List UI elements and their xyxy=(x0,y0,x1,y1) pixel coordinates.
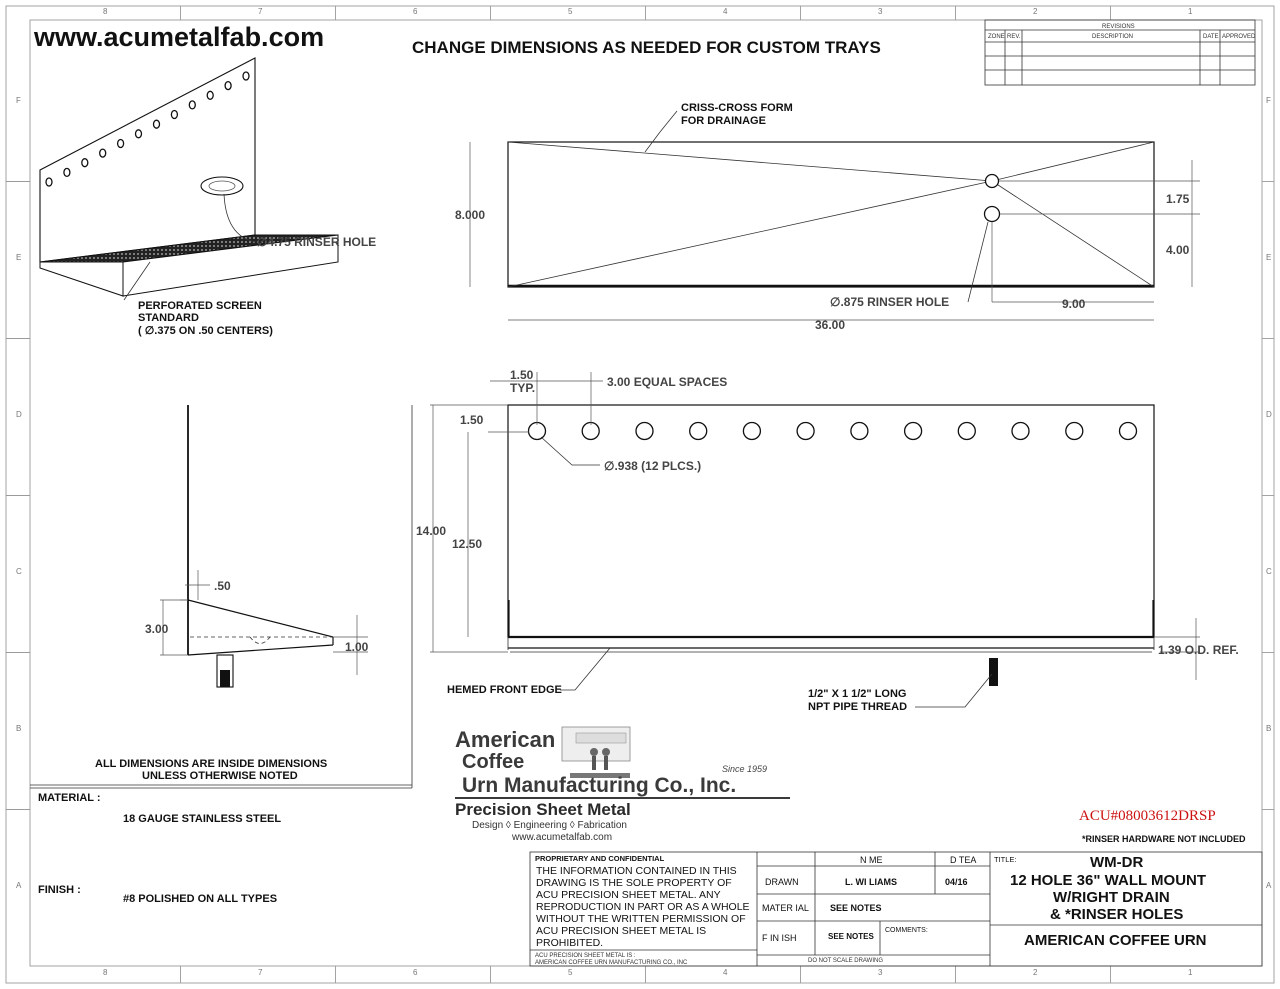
iso-faucet-hole xyxy=(64,168,70,176)
zone-row-B-left: B xyxy=(16,724,22,733)
dim-front-height: 14.00 xyxy=(416,524,447,538)
title-block xyxy=(530,852,1262,966)
notes-line2: UNLESS OTHERWISE NOTED xyxy=(142,770,298,782)
dim-depth: 8.000 xyxy=(455,208,486,222)
drawing-title-3: W/RIGHT DRAIN xyxy=(1053,889,1170,906)
zone-col-5-bottom: 5 xyxy=(568,968,573,977)
zone-row-E-right: E xyxy=(1266,253,1272,262)
title-label: TITLE: xyxy=(994,855,1017,864)
prop-text-2: DRAWING IS THE SOLE PROPERTY OF xyxy=(536,877,732,889)
zone-col-4-top: 4 xyxy=(723,7,728,16)
zone-col-6-bottom: 6 xyxy=(413,968,418,977)
scale-note: DO NOT SCALE DRAWING xyxy=(808,958,884,964)
iso-faucet-hole xyxy=(46,178,52,186)
part-number: ACU#08003612DRSP xyxy=(1079,808,1216,824)
zone-row-E-left: E xyxy=(16,253,22,262)
rev-col-rev: REV. xyxy=(1007,34,1021,40)
tb-material-value: SEE NOTES xyxy=(830,903,882,913)
perforated-screen-label: PERFORATED SCREEN xyxy=(138,300,262,312)
iso-faucet-hole xyxy=(243,72,249,80)
prop-text-5: WITHOUT THE WRITTEN PERMISSION OF xyxy=(536,913,746,925)
prop-footer-1: ACU PRECISION SHEET METAL IS : xyxy=(535,953,636,959)
faucet-hole xyxy=(1066,423,1083,440)
date-header: D TEA xyxy=(950,855,977,865)
drawing-title-2: 12 HOLE 36" WALL MOUNT xyxy=(1010,872,1207,889)
dim-drain-from-right: 9.00 xyxy=(1062,297,1086,311)
drawn-date: 04/16 xyxy=(945,877,968,887)
material-label: MATERIAL : xyxy=(38,792,101,804)
iso-faucet-hole xyxy=(154,120,160,128)
pipe-thread-label-2: NPT PIPE THREAD xyxy=(808,701,908,713)
typ-label: TYP. xyxy=(510,381,536,395)
zone-row-C-right: C xyxy=(1266,567,1272,576)
drawing-title-1: WM-DR xyxy=(1090,854,1144,871)
dim-first-hole: 1.50 xyxy=(510,368,534,382)
name-header: N ME xyxy=(860,855,883,865)
prop-text-3: ACU PRECISION SHEET METAL. ANY xyxy=(536,889,721,901)
zone-row-A-right: A xyxy=(1266,881,1272,890)
faucet-hole xyxy=(1012,423,1029,440)
drain-hole xyxy=(986,175,999,188)
dim-side-offset: .50 xyxy=(214,579,231,593)
zone-col-8-bottom: 8 xyxy=(103,968,108,977)
top-rinser-hole-label: ∅.875 RINSER HOLE xyxy=(830,295,950,309)
prop-text-4: REPRODUCTION IN PART OR AS A WHOLE xyxy=(536,901,750,913)
faucet-hole xyxy=(905,423,922,440)
faucet-hole xyxy=(851,423,868,440)
pipe-thread-label: 1/2" X 1 1/2" LONG xyxy=(808,688,907,700)
zone-row-F-left: F xyxy=(16,96,21,105)
iso-faucet-hole xyxy=(171,111,177,119)
website-title: www.acumetalfab.com xyxy=(34,22,325,52)
zone-col-3-top: 3 xyxy=(878,7,883,16)
iso-rinser-hole-label: ∅4.75 RINSER HOLE xyxy=(257,235,377,249)
zone-col-8-top: 8 xyxy=(103,7,108,16)
zone-row-D-left: D xyxy=(16,410,22,419)
hemmed-edge-label: HEMED FRONT EDGE xyxy=(447,684,562,696)
tb-material-label: MATER IAL xyxy=(762,903,809,913)
dim-side-height: 3.00 xyxy=(145,622,169,636)
logo-tagline: Precision Sheet Metal xyxy=(455,800,631,819)
rev-col-date: DATE xyxy=(1203,34,1219,40)
rev-col-description: DESCRIPTION xyxy=(1092,34,1134,40)
top-view xyxy=(455,102,1200,332)
zone-col-1-top: 1 xyxy=(1188,7,1193,16)
zone-row-A-left: A xyxy=(16,881,22,890)
revisions-table xyxy=(985,20,1256,85)
dim-drain-to-rinser: 1.75 xyxy=(1166,192,1190,206)
drawn-name: L. WI LIAMS xyxy=(845,877,897,887)
material-value: 18 GAUGE STAINLESS STEEL xyxy=(123,813,282,825)
criss-cross-label: CRISS-CROSS FORM xyxy=(681,102,793,114)
faucet-hole xyxy=(958,423,975,440)
finish-label: FINISH : xyxy=(38,884,81,896)
rinser-hole xyxy=(985,207,1000,222)
zone-row-C-left: C xyxy=(16,567,22,576)
zone-col-5-top: 5 xyxy=(568,7,573,16)
od-ref-label: 1.39 O.D. REF. xyxy=(1158,643,1239,657)
prop-text-1: THE INFORMATION CONTAINED IN THIS xyxy=(536,865,737,877)
iso-faucet-hole xyxy=(136,130,142,138)
prop-footer-2: AMERICAN COFFEE URN MANUFACTURING CO., INC xyxy=(535,960,688,966)
tb-finish-label: F IN ISH xyxy=(762,933,797,943)
hole-callout: ∅.938 (12 PLCS.) xyxy=(604,459,702,473)
company-logo xyxy=(455,727,790,843)
iso-faucet-hole xyxy=(100,149,106,157)
iso-faucet-hole xyxy=(225,82,231,90)
isometric-view xyxy=(40,58,376,337)
dim-length: 36.00 xyxy=(815,318,846,332)
zone-col-6-top: 6 xyxy=(413,7,418,16)
zone-col-7-top: 7 xyxy=(258,7,263,16)
dim-side-lip: 1.00 xyxy=(345,640,369,654)
logo-urn: Urn Manufacturing Co., Inc. xyxy=(462,774,737,797)
faucet-hole xyxy=(797,423,814,440)
revisions-title: REVISIONS xyxy=(1102,24,1135,30)
front-view xyxy=(416,368,1239,713)
iso-faucet-hole xyxy=(189,101,195,109)
prop-title: PROPRIETARY AND CONFIDENTIAL xyxy=(535,854,665,863)
logo-since: Since 1959 xyxy=(722,764,768,774)
rinser-hardware-note: *RINSER HARDWARE NOT INCLUDED xyxy=(1082,834,1246,844)
iso-faucet-hole xyxy=(82,159,88,167)
zone-row-F-right: F xyxy=(1266,96,1271,105)
zone-col-1-bottom: 1 xyxy=(1188,968,1193,977)
tb-finish-value: SEE NOTES xyxy=(828,932,874,941)
prop-text-7: PROHIBITED. xyxy=(536,937,604,949)
faucet-hole xyxy=(582,423,599,440)
zone-row-B-right: B xyxy=(1266,724,1272,733)
iso-faucet-hole xyxy=(118,140,124,148)
logo-url: www.acumetalfab.com xyxy=(512,832,613,843)
faucet-hole xyxy=(743,423,760,440)
zone-col-2-top: 2 xyxy=(1033,7,1038,16)
zone-row-D-right: D xyxy=(1266,410,1272,419)
prop-text-6: ACU PRECISION SHEET METAL IS xyxy=(536,925,707,937)
zone-col-4-bottom: 4 xyxy=(723,968,728,977)
dim-rinser-to-front: 4.00 xyxy=(1166,243,1190,257)
headline: CHANGE DIMENSIONS AS NEEDED FOR CUSTOM TRAYS xyxy=(412,38,881,57)
screen-standard-label: STANDARD xyxy=(138,312,199,324)
logo-coffee: Coffee xyxy=(462,751,525,773)
drawn-label: DRAWN xyxy=(765,877,799,887)
finish-value: #8 POLISHED ON ALL TYPES xyxy=(123,893,278,905)
screen-spec-label: ( ∅.375 ON .50 CENTERS) xyxy=(138,325,273,337)
dim-hole-from-top: 1.50 xyxy=(460,413,484,427)
equal-spaces-label: 3.00 EQUAL SPACES xyxy=(607,375,728,389)
zone-col-3-bottom: 3 xyxy=(878,968,883,977)
zone-col-2-bottom: 2 xyxy=(1033,968,1038,977)
zone-col-7-bottom: 7 xyxy=(258,968,263,977)
dim-wall-height: 12.50 xyxy=(452,537,483,551)
iso-faucet-hole xyxy=(207,91,213,99)
faucet-hole xyxy=(690,423,707,440)
drawing-title-4: & *RINSER HOLES xyxy=(1050,906,1184,923)
company-name: AMERICAN COFFEE URN xyxy=(1024,932,1207,949)
faucet-hole xyxy=(636,423,653,440)
comments-label: COMMENTS: xyxy=(885,927,928,934)
faucet-hole xyxy=(1120,423,1137,440)
rev-col-approved: APPROVED xyxy=(1222,34,1256,40)
side-view xyxy=(145,405,369,687)
faucet-hole xyxy=(529,423,546,440)
notes-line1: ALL DIMENSIONS ARE INSIDE DIMENSIONS xyxy=(95,758,328,770)
logo-american: American xyxy=(455,727,556,752)
drainage-label: FOR DRAINAGE xyxy=(681,115,766,127)
logo-services: Design ◊ Engineering ◊ Fabrication xyxy=(472,820,627,831)
rev-col-zone: ZONE xyxy=(988,34,1005,40)
